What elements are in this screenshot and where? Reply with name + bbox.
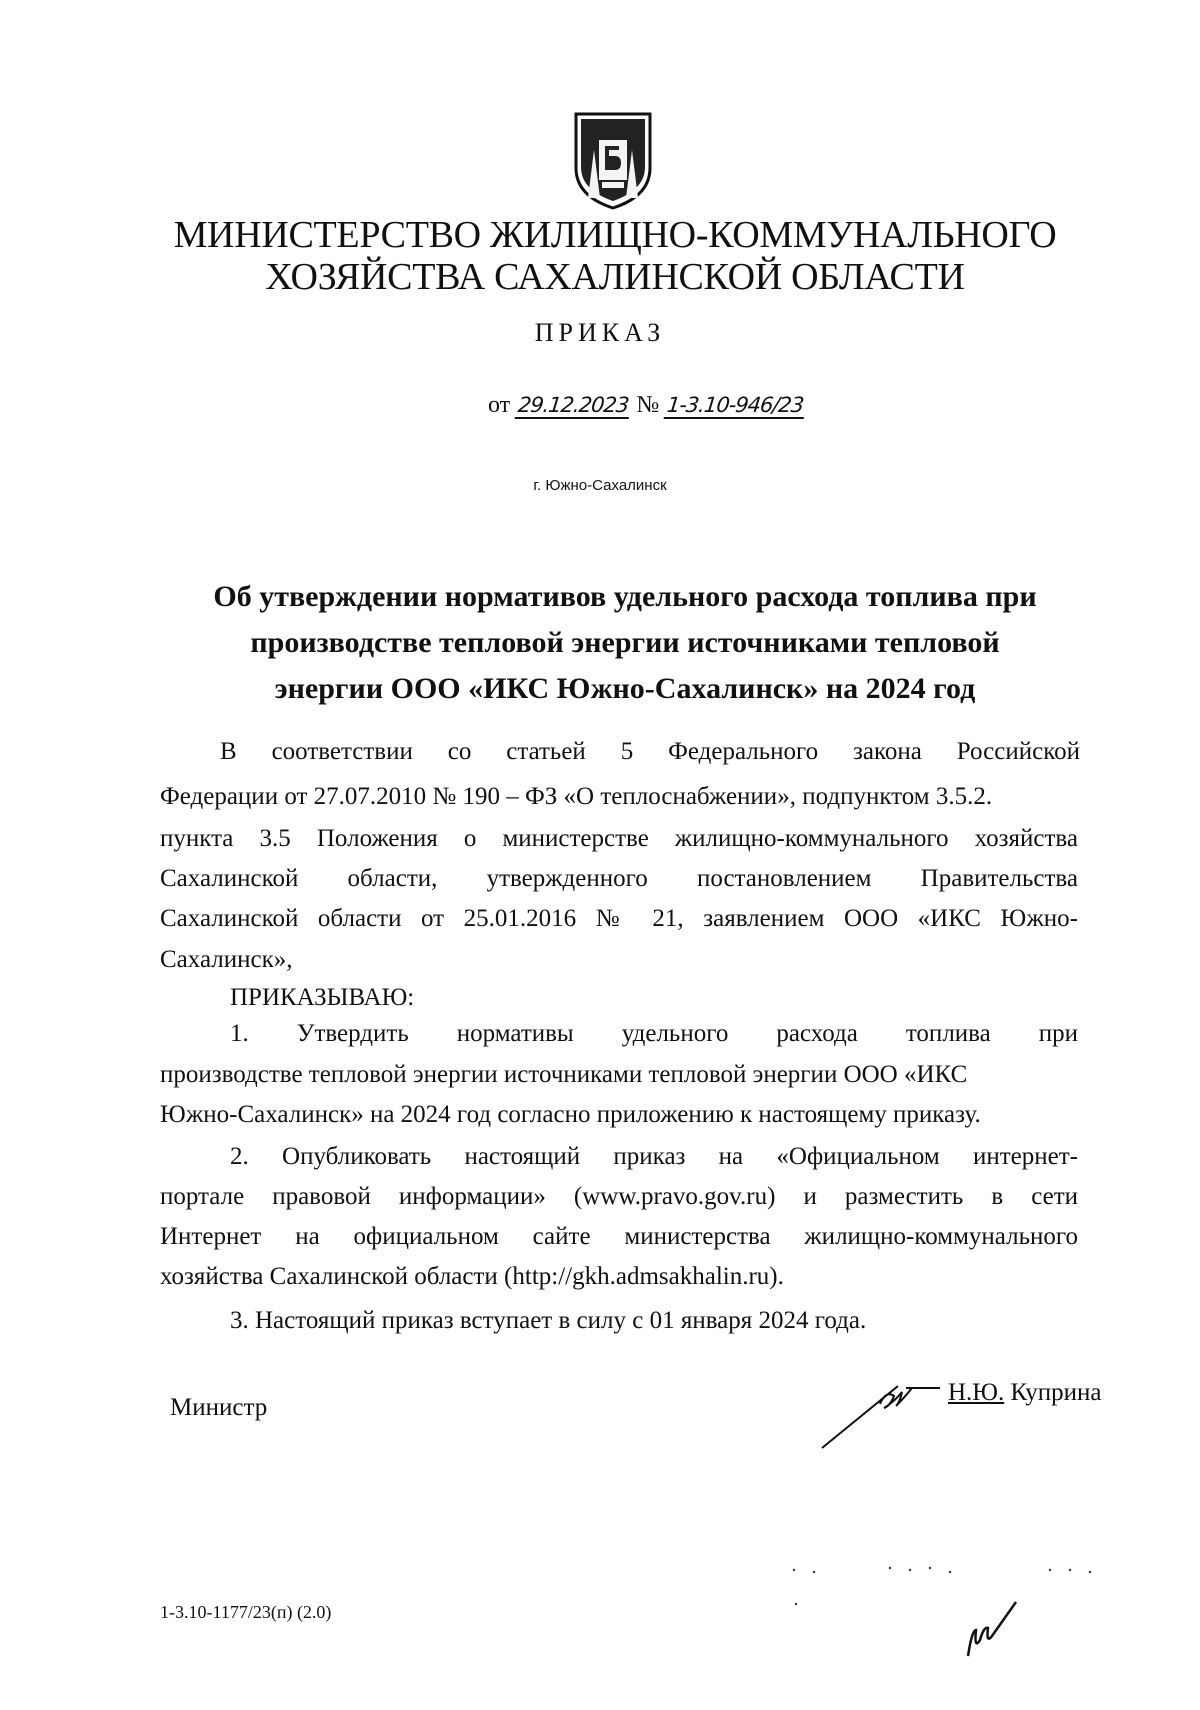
body-line: 2. Опубликовать настоящий приказ на «Официальном интернет- <box>230 1143 1078 1170</box>
body-line: 1. Утвердить нормативы удельного расхода топлива при <box>230 1020 1078 1047</box>
body-line: производстве тепловой энергии источниками тепловой энергии ООО «ИКС <box>160 1061 968 1088</box>
registration-number: 1-3.10-1177/23(п) (2.0) <box>160 1602 332 1622</box>
order-date-number <box>488 392 805 419</box>
title-line3: энергии ООО «ИКС Южно-Сахалинск» на 2024 год <box>274 672 976 705</box>
ministry-name-line1: МИНИСТЕРСТВО ЖИЛИЩНО-КОММУНАЛЬНОГО <box>173 214 1057 256</box>
body-line: Интернет на официальном сайте министерства жилищно-коммунального <box>160 1223 1078 1250</box>
body-line: 3. Настоящий приказ вступает в силу с 01 января 2024 года. <box>230 1307 867 1334</box>
initials-mark <box>960 1600 1020 1660</box>
city: г. Южно-Сахалинск <box>533 477 667 494</box>
title-line1: Об утверждении нормативов удельного расхода топлива при <box>213 580 1037 613</box>
body-line: пункта 3.5 Положения о министерстве жилищно-коммунального хозяйства <box>160 825 1078 852</box>
body-line: Федерации от 27.07.2010 № 190 – ФЗ «О теплоснабжении», подпунктом 3.5.2. <box>160 783 993 810</box>
signer-position: Министр <box>170 1394 268 1421</box>
order-number: 1-3.10-946/23 <box>664 393 807 419</box>
body-line: Южно-Сахалинск» на 2024 год согласно приложению к настоящему приказу. <box>160 1101 981 1128</box>
signer-name <box>948 1379 1102 1407</box>
body-line: портале правовой информации» (www.pravo.gov.ru) и разместить в сети <box>160 1183 1078 1210</box>
from-label: от <box>488 392 511 418</box>
body-line: Сахалинской области, утвержденного постановлением Правительства <box>160 865 1078 892</box>
body-line: Сахалинск», <box>160 946 293 973</box>
signer-initials: Н.Ю. <box>948 1379 1005 1406</box>
signer-surname: Куприна <box>1010 1379 1102 1406</box>
body-line: В соответствии со статьей 5 Федерального закона Российской <box>220 738 1080 765</box>
order-keyword: ПРИКАЗЫВАЮ: <box>230 984 415 1011</box>
body-line: Сахалинской области от 25.01.2016 № 21, заявлением ООО «ИКС Южно- <box>160 905 1078 932</box>
document-type: ПРИКАЗ <box>534 318 666 347</box>
coat-of-arms-icon <box>572 110 654 210</box>
order-date: 29.12.2023 <box>515 393 632 419</box>
body-line: хозяйства Сахалинской области (http://gkh.admsakhalin.ru). <box>160 1263 784 1290</box>
number-label: № <box>636 392 660 418</box>
handwritten-signature <box>820 1370 940 1450</box>
title-line2: производстве тепловой энергии источниками тепловой <box>250 626 1000 659</box>
scan-speckles <box>790 1560 1110 1660</box>
ministry-name-line2: ХОЗЯЙСТВА САХАЛИНСКОЙ ОБЛАСТИ <box>265 256 965 298</box>
